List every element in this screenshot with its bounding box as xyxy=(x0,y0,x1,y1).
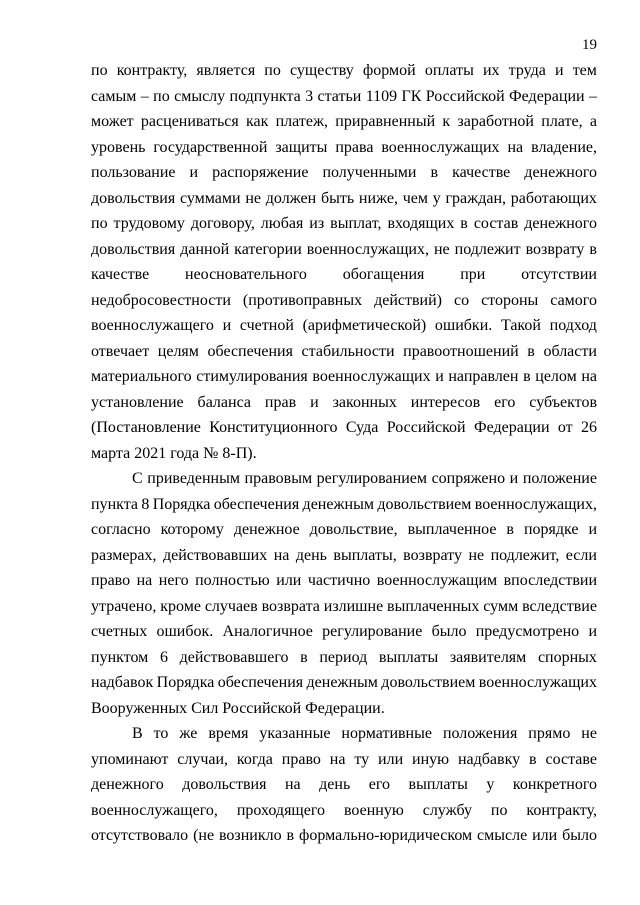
word: распоряжение xyxy=(212,164,309,181)
word: со xyxy=(453,291,470,309)
word: довольствием xyxy=(381,674,476,691)
word: возврату xyxy=(403,546,462,564)
word: проходящего xyxy=(236,801,326,819)
word: которому xyxy=(160,521,224,538)
word: формой xyxy=(362,62,416,79)
word: как xyxy=(245,113,269,130)
word: действовавшего xyxy=(179,648,289,666)
word: Федерации. xyxy=(305,699,385,717)
word: состав xyxy=(473,215,519,232)
word: положение xyxy=(522,470,597,487)
word: же xyxy=(179,725,198,742)
word: и xyxy=(222,317,232,334)
word: Такой xyxy=(500,317,541,334)
word: право xyxy=(91,572,131,589)
word: полностью xyxy=(195,572,270,589)
word: пользование xyxy=(91,164,176,181)
word: подлежит xyxy=(454,240,521,258)
word: 3 xyxy=(305,87,314,105)
word: военнослужащего, xyxy=(91,801,218,819)
word: самого xyxy=(550,291,597,309)
text-line xyxy=(91,415,597,441)
word: возникло xyxy=(218,827,282,844)
word: правовым xyxy=(244,470,313,487)
word: пунктом xyxy=(91,648,149,666)
text-line xyxy=(91,747,597,773)
word: ошибки. xyxy=(434,317,493,334)
word: ниже, xyxy=(358,189,398,207)
word: излишне xyxy=(323,597,384,615)
word: расцениваться xyxy=(140,113,239,130)
word: оплаты xyxy=(424,62,474,79)
word: выплаты, xyxy=(333,546,397,564)
text-line xyxy=(91,568,597,594)
word: – xyxy=(140,87,149,105)
word: платеж, xyxy=(275,113,328,130)
word: конкретного xyxy=(512,776,597,793)
word: или xyxy=(378,750,404,768)
word: № xyxy=(203,444,219,462)
word: на xyxy=(273,546,290,564)
text-line xyxy=(91,721,597,747)
text-line xyxy=(91,696,597,722)
word: в xyxy=(460,215,468,232)
word: 6 xyxy=(159,648,168,666)
word: марта xyxy=(91,444,131,462)
word: службу xyxy=(422,801,472,819)
word: указанные xyxy=(259,725,331,742)
word: контракту, xyxy=(526,801,597,819)
word: нормативные xyxy=(341,725,432,742)
word: составе xyxy=(545,750,597,768)
word: если xyxy=(565,546,597,564)
word: по xyxy=(91,62,108,79)
word: довольствия xyxy=(91,189,176,207)
word: данной xyxy=(180,240,230,258)
word: регулированием xyxy=(316,470,427,487)
word: случаев xyxy=(204,597,258,615)
word: кроме xyxy=(160,597,201,615)
word: не xyxy=(468,546,485,564)
word: порядке xyxy=(523,521,579,538)
word: не xyxy=(581,725,597,742)
word: права xyxy=(335,138,374,156)
text-line xyxy=(91,58,597,84)
text-line xyxy=(91,135,597,161)
word: Порядка xyxy=(156,674,215,691)
word: государственной xyxy=(153,138,268,156)
word: целом xyxy=(535,368,577,385)
word: не xyxy=(433,240,450,258)
word: военнослужащих, xyxy=(474,495,597,513)
word: денежного xyxy=(524,215,597,232)
word: граждан, xyxy=(445,189,507,207)
word: денежное xyxy=(233,521,300,538)
word: него xyxy=(158,572,189,589)
word: от xyxy=(557,419,573,436)
word: Конституционного xyxy=(209,419,338,436)
word: в xyxy=(589,240,597,258)
word: к xyxy=(442,113,451,130)
word: интересов xyxy=(410,393,481,411)
word: недобросовестности xyxy=(91,291,231,309)
word: существу xyxy=(289,62,354,79)
word: полученными xyxy=(322,164,417,181)
word: 1109 xyxy=(365,87,398,105)
word: и xyxy=(310,393,319,411)
word: выплаты xyxy=(408,776,468,793)
word: направлен xyxy=(448,368,519,385)
word: плате, xyxy=(541,113,583,130)
word: труда xyxy=(508,62,546,79)
word: (Постановление xyxy=(91,419,201,436)
word: по xyxy=(91,215,108,232)
word: довольствия xyxy=(91,240,176,258)
word: трудовому xyxy=(113,215,185,232)
text-line xyxy=(91,237,597,263)
word: его xyxy=(494,393,516,411)
word: подпункта xyxy=(229,87,301,105)
word: Порядка xyxy=(152,495,211,513)
word: ошибок. xyxy=(156,623,214,640)
text-line xyxy=(91,517,597,543)
word: в xyxy=(527,342,535,360)
text-line xyxy=(91,109,597,135)
word: военнослужащих xyxy=(478,674,597,691)
word: по xyxy=(490,801,508,819)
word: – xyxy=(588,87,597,105)
word: отсутствии xyxy=(521,266,597,283)
word: и xyxy=(588,623,597,640)
word: качестве xyxy=(91,266,150,283)
word: не xyxy=(245,189,262,207)
word: по xyxy=(264,62,281,79)
word: и xyxy=(189,164,199,181)
word: любая xyxy=(260,215,304,232)
word: частично xyxy=(307,572,371,589)
word: должен xyxy=(265,189,317,207)
word: правоотношений xyxy=(403,342,519,360)
word: В xyxy=(132,725,143,742)
word: или xyxy=(276,572,302,589)
word: (противоправных xyxy=(242,291,363,309)
word: 26 xyxy=(580,419,597,436)
word: прямо xyxy=(528,725,571,742)
word: законных xyxy=(332,393,397,411)
word: военнослужащего xyxy=(91,317,214,334)
word: и xyxy=(435,368,444,385)
word: их xyxy=(482,62,500,79)
text-line xyxy=(91,619,597,645)
word: отсутствовало xyxy=(91,827,189,844)
word: военнослужащих xyxy=(381,138,500,156)
word: смыслу xyxy=(174,87,226,105)
text-line xyxy=(91,543,597,569)
body-text xyxy=(91,58,597,849)
word: вследствие xyxy=(522,597,597,615)
word: на xyxy=(507,138,524,156)
word: размерах, xyxy=(91,546,157,564)
word: Федерации xyxy=(473,419,550,436)
word: Федерации xyxy=(509,87,585,105)
word: тем xyxy=(572,62,597,79)
word: военную xyxy=(343,801,404,819)
word: сумм xyxy=(483,597,519,615)
word: по xyxy=(153,87,170,105)
text-line xyxy=(91,339,597,365)
word: случаи, xyxy=(177,750,229,768)
word: регулирование xyxy=(322,623,423,640)
word: утрачено, xyxy=(91,597,157,615)
word: Сил xyxy=(191,699,219,717)
word: приравненный xyxy=(335,113,436,130)
word: прав xyxy=(264,393,297,411)
word: субъектов xyxy=(529,393,597,411)
word: договору, xyxy=(190,215,255,232)
word: заработной xyxy=(457,113,534,130)
word: 2021 xyxy=(134,444,167,462)
word: в xyxy=(529,750,537,768)
word: Российской xyxy=(425,87,505,105)
word: счетных xyxy=(91,623,148,640)
word: военнослужащих xyxy=(312,368,431,385)
word: возврата xyxy=(261,597,320,615)
text-line xyxy=(91,441,597,467)
word: денежного xyxy=(91,776,164,793)
word: и xyxy=(509,470,519,487)
word: (арифметической) xyxy=(302,317,427,334)
word: на xyxy=(329,750,346,768)
word: в xyxy=(506,521,514,538)
word: (не xyxy=(193,827,215,844)
word: его xyxy=(368,776,391,793)
word: предусмотрено xyxy=(475,623,580,640)
word: Вооруженных xyxy=(91,699,188,717)
word: обеспечения xyxy=(217,674,304,691)
word: стабильности xyxy=(301,342,395,360)
word: стимулирования xyxy=(196,368,308,385)
word: установление xyxy=(91,393,184,411)
word: заявителям xyxy=(449,648,527,666)
word: военнослужащим xyxy=(376,572,498,589)
text-line xyxy=(91,670,597,696)
word: материального xyxy=(91,368,192,385)
word: в xyxy=(430,164,439,181)
word: время xyxy=(208,725,249,742)
word: возврату xyxy=(525,240,585,258)
text-line xyxy=(91,262,597,288)
word: положения xyxy=(442,725,518,742)
word: иную xyxy=(412,750,450,768)
word: обеспечения xyxy=(213,495,300,513)
word: Аналогичное xyxy=(222,623,313,640)
text-line xyxy=(91,772,597,798)
word: обеспечения xyxy=(207,342,293,360)
word: пункта xyxy=(91,495,138,513)
word: военнослужащих, xyxy=(306,240,429,258)
word: защиты xyxy=(275,138,328,156)
word: чем xyxy=(402,189,428,207)
word: в xyxy=(286,827,295,844)
word: категории xyxy=(234,240,302,258)
text-line xyxy=(91,288,597,314)
word: отвечает xyxy=(91,342,150,360)
text-line xyxy=(91,313,597,339)
word: у xyxy=(486,776,495,793)
word: на xyxy=(136,572,153,589)
text-line xyxy=(91,160,597,186)
word: 8-П). xyxy=(222,444,257,462)
word: на xyxy=(581,368,597,385)
word: С xyxy=(132,470,143,487)
word: денежным xyxy=(302,495,374,513)
word: стороны xyxy=(481,291,539,309)
word: из xyxy=(309,215,325,232)
word: в xyxy=(300,648,308,666)
word: суммами xyxy=(179,189,241,207)
word: согласно xyxy=(91,521,151,538)
word: выплат, xyxy=(330,215,382,232)
word: действий) xyxy=(374,291,442,309)
word: ГК xyxy=(401,87,422,105)
text-line xyxy=(91,645,597,671)
word: сопряжено xyxy=(431,470,506,487)
word: ту xyxy=(354,750,370,768)
word: период xyxy=(319,648,368,666)
word: довольствие, xyxy=(309,521,398,538)
word: контракту, xyxy=(116,62,188,79)
text-line xyxy=(91,364,597,390)
word: статьи xyxy=(317,87,362,105)
word: года xyxy=(170,444,200,462)
word: действовавших xyxy=(163,546,268,564)
word: качестве xyxy=(452,164,511,181)
word: входящих xyxy=(387,215,455,232)
word: спорных xyxy=(537,648,597,666)
word: может xyxy=(91,113,134,130)
word: счетной xyxy=(239,317,294,334)
text-line xyxy=(91,492,597,518)
word: Российской xyxy=(222,699,302,717)
word: работающих xyxy=(510,189,597,207)
word: подлежит, xyxy=(490,546,560,564)
text-line xyxy=(91,390,597,416)
word: выплаченное xyxy=(407,521,497,538)
word: надбавок xyxy=(91,674,154,691)
word: а xyxy=(589,113,597,130)
word: право xyxy=(281,750,321,768)
word: области xyxy=(543,342,597,360)
word: когда xyxy=(236,750,273,768)
word: подход xyxy=(549,317,597,334)
word: целям xyxy=(157,342,199,360)
word: довольствия xyxy=(182,776,267,793)
word: формально-юридическом xyxy=(298,827,473,844)
text-line xyxy=(91,84,597,110)
text-line xyxy=(91,798,597,824)
word: приведенным xyxy=(147,470,240,487)
word: выплаченных xyxy=(387,597,480,615)
text-line xyxy=(91,594,597,620)
word: при xyxy=(460,266,486,283)
word: или xyxy=(532,827,558,844)
word: упоминают xyxy=(91,750,169,768)
word: Российской xyxy=(386,419,466,436)
word: в xyxy=(523,368,531,385)
word: баланса xyxy=(197,393,251,411)
word: денежного xyxy=(524,164,597,181)
text-line xyxy=(91,823,597,849)
word: является xyxy=(196,62,256,79)
text-line xyxy=(91,186,597,212)
text-line xyxy=(91,466,597,492)
word: самым xyxy=(91,87,137,105)
word: довольствием xyxy=(377,495,472,513)
word: неосновательного xyxy=(185,266,307,283)
word: было xyxy=(431,623,467,640)
page-number: 19 xyxy=(582,37,597,53)
word: денежным xyxy=(306,674,378,691)
word: и xyxy=(555,62,564,79)
word: Суда xyxy=(345,419,379,436)
word: то xyxy=(153,725,169,742)
word: надбавку xyxy=(457,750,521,768)
word: день xyxy=(319,776,351,793)
word: уровень xyxy=(91,138,146,156)
word: было xyxy=(562,827,597,844)
word: у xyxy=(432,189,441,207)
word: быть xyxy=(320,189,355,207)
word: и xyxy=(588,521,597,538)
word: обогащения xyxy=(342,266,425,283)
word: владение, xyxy=(531,138,597,156)
word: смысле xyxy=(477,827,528,844)
word: впоследствии xyxy=(503,572,597,589)
word: на xyxy=(284,776,301,793)
word: день xyxy=(295,546,327,564)
word: выплаты xyxy=(378,648,439,666)
word: 8 xyxy=(141,495,150,513)
text-line xyxy=(91,211,597,237)
